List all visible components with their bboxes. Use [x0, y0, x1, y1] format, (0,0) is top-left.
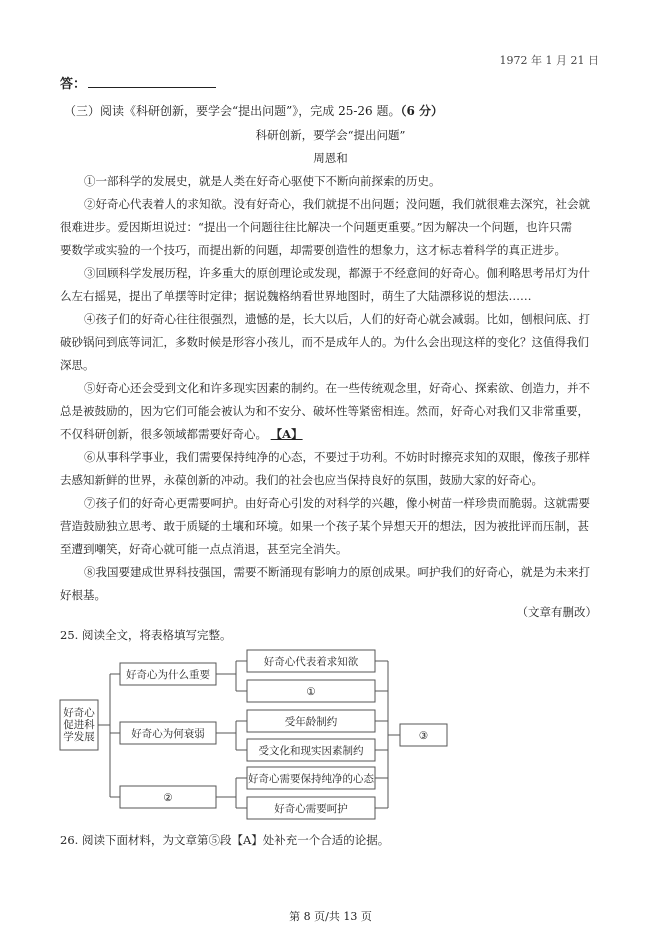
root-text-line: 好奇心	[63, 707, 95, 719]
leaf-label: 好奇心需要呵护	[274, 803, 348, 815]
leaf-label: 受年龄制约	[284, 716, 338, 728]
source-note: （文章有删改）	[516, 605, 597, 619]
branch-label: ②	[163, 792, 173, 804]
concept-diagram	[0, 640, 661, 830]
paragraph-line: 深思。	[60, 358, 95, 372]
paragraph-line: ⑥从事科学事业，我们需要保持纯净的心态，不要过于功利。不妨时时擦亮求知的双眼，像孩子那样	[84, 450, 590, 464]
article-author: 周恩和	[313, 151, 348, 165]
answer-label: 答：	[60, 77, 87, 92]
branch-label: 好奇心为何衰弱	[131, 728, 205, 740]
paragraph-line: ⑦孩子们的好奇心更需要呵护。由好奇心引发的对科学的兴趣，像小树苗一样珍贵而脆弱。这就需要	[84, 496, 590, 510]
paragraph-line: 总是被鼓励的，因为它们可能会被认为和不安分、破坏性等紧密相连。然而，好奇心对我们又非常重要，	[60, 404, 589, 418]
root-text-line: 促进科	[63, 719, 95, 731]
paragraph-line: 营造鼓励独立思考、敢于质疑的土壤和环境。如果一个孩子某个异想天开的想法，因为被批评而压制，甚	[60, 519, 589, 533]
leaf-label: 好奇心代表着求知欲	[263, 656, 359, 668]
document-date: 1972 年 1 月 21 日	[499, 54, 599, 67]
blank-mark-a: 【A】	[270, 427, 303, 441]
section-intro: （三）阅读《科研创新，要学会“提出问题”》，完成 25-26 题。	[64, 104, 401, 118]
branch-label: 好奇心为什么重要	[126, 669, 210, 681]
paragraph-line: 去感知新鲜的世界，永葆创新的冲动。我们的社会也应当保持良好的氛围，鼓励大家的好奇心。	[60, 473, 543, 487]
leaf-label: 受文化和现实因素制约	[258, 745, 364, 757]
section-heading	[64, 102, 443, 119]
article-paragraph	[60, 193, 606, 262]
paragraph-line: 很难进步。爱因斯坦说过：“提出一个问题往往比解决一个问题更重要。”因为解决一个问题，也许只需	[60, 220, 573, 234]
answer-line	[60, 73, 216, 92]
paragraph-line: 不仅科研创新，很多领域都需要好奇心。 【A】	[60, 427, 303, 441]
paragraph-line: 要数学或实验的一个技巧，而提出新的问题，却需要创造性的想象力，这才标志着科学的真正进步。	[60, 243, 566, 257]
question-26-prompt: 26. 阅读下面材料，为文章第⑤段【A】处补充一个合适的论据。	[60, 833, 390, 847]
paragraph-line: ②好奇心代表着人的求知欲。没有好奇心，我们就提不出问题；没问题，我们就很难去深究，社会就	[84, 197, 590, 211]
paragraph-line: 好根基。	[60, 588, 106, 602]
page-footer: 第 8 页/共 13 页	[289, 910, 372, 923]
paragraph-line: ⑧我国要建成世界科技强国，需要不断涌现有影响力的原创成果。呵护我们的好奇心，就是为未来打	[84, 565, 590, 579]
article-paragraph	[60, 446, 606, 492]
paragraph-line: ①一部科学的发展史，就是人类在好奇心驱使下不断向前探索的历史。	[84, 174, 441, 188]
answer-blank	[88, 75, 216, 88]
article-paragraph	[60, 377, 606, 446]
paragraph-line: 至遭到嘲笑，好奇心就可能一点点消退，甚至完全消失。	[60, 542, 348, 556]
paragraph-line: ③回顾科学发展历程，许多重大的原创理论或发现，都源于不经意间的好奇心。伽利略思考吊灯为什	[84, 266, 590, 280]
section-points: （6 分）	[400, 104, 444, 118]
paragraph-line: ⑤好奇心还会受到文化和许多现实因素的制约。在一些传统观念里，好奇心、探索欲、创造力，并不	[84, 381, 590, 395]
root-text-line: 学发展	[63, 731, 95, 743]
article-paragraph	[60, 262, 606, 308]
article-paragraph	[60, 170, 606, 193]
leaf-label: ①	[306, 686, 316, 698]
question-25-prompt: 25. 阅读全文，将表格填写完整。	[60, 628, 232, 642]
paragraph-line: ④孩子们的好奇心往往很强烈，遗憾的是，长大以后，人们的好奇心就会减弱。比如，刨根问底、打	[84, 312, 590, 326]
article-paragraph	[60, 308, 606, 377]
conclusion-label: ③	[418, 730, 429, 742]
article-title: 科研创新，要学会“提出问题”	[255, 128, 406, 142]
paragraph-line: 么左右摇晃，提出了单摆等时定律；据说魏格纳看世界地图时，萌生了大陆漂移说的想法……	[60, 289, 532, 303]
leaf-label: 好奇心需要保持纯净的心态	[248, 773, 374, 785]
article-paragraph	[60, 492, 606, 561]
article-paragraph	[60, 561, 606, 607]
paragraph-line: 破砂锅问到底等词汇，多数时候是形容小孩儿，而不是成年人的。为什么会出现这样的变化？这值得我们	[60, 335, 589, 349]
